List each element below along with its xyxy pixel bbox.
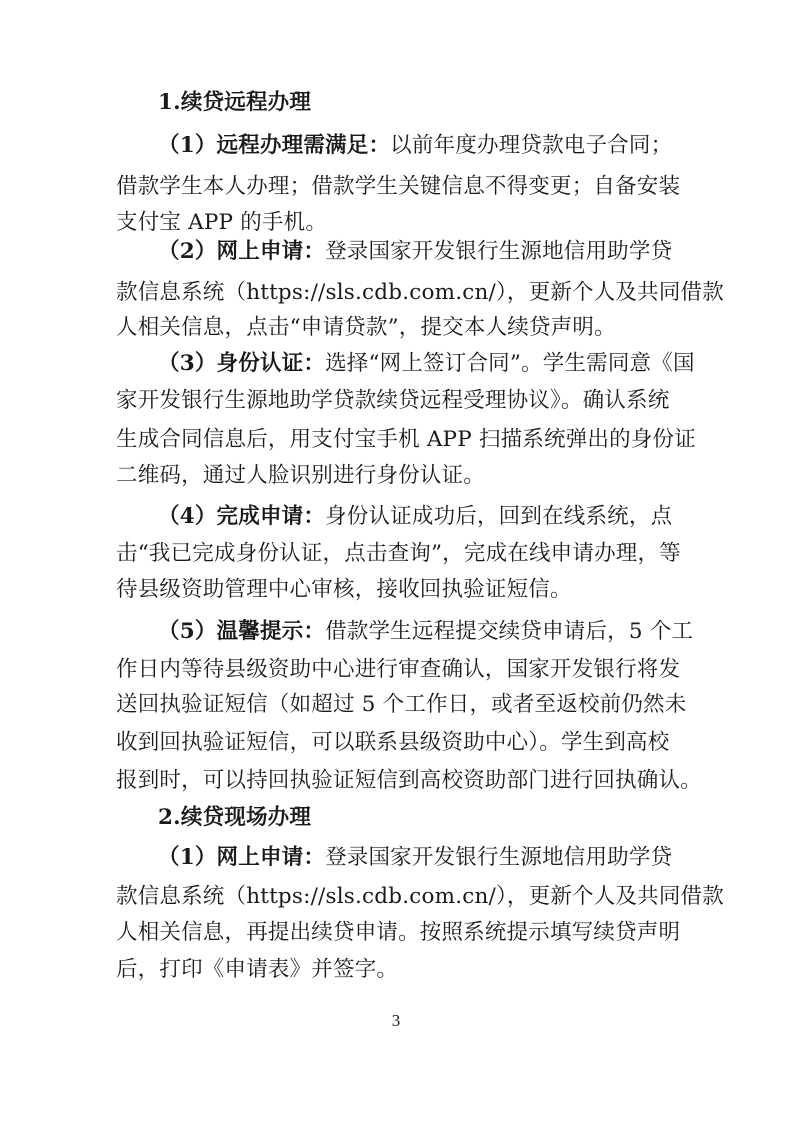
s1-p1-line3: 支付宝 APP 的手机。 — [116, 210, 328, 235]
s1-p2-label: （2）网上申请： — [158, 239, 326, 264]
s1-p5-line3: 送回执验证短信（如超过 5 个工作日，或者至返校前仍然未 — [116, 692, 687, 717]
s1-p4-line2: 击“我已完成身份认证，点击查询”，完成在线申请办理，等 — [116, 541, 681, 566]
s1-p1-line2: 借款学生本人办理；借款学生关键信息不得变更；自备安装 — [116, 174, 681, 199]
s1-p1-line1: （1）远程办理需满足：以前年度办理贷款电子合同； — [158, 133, 673, 158]
section1-heading: 1.续贷远程办理 — [158, 90, 312, 115]
s1-p4-line3: 待县级资助管理中心审核，接收回执验证短信。 — [116, 577, 572, 602]
s1-p4-line1: （4）完成申请：身份认证成功后，回到在线系统，点 — [158, 504, 673, 529]
s1-p3-line2: 家开发银行生源地助学贷款续贷远程受理协议》。确认系统 — [116, 388, 670, 413]
s2-p1-line1: （1）网上申请：登录国家开发银行生源地信用助学贷 — [158, 845, 673, 870]
page-number: 3 — [391, 1011, 401, 1030]
s1-p3-label: （3）身份认证： — [158, 351, 326, 376]
s1-p2-line2: 款信息系统（https://sls.cdb.com.cn/），更新个人及共同借款 — [116, 280, 724, 305]
s1-p3-line3: 生成合同信息后，用支付宝手机 APP 扫描系统弹出的身份证 — [116, 427, 696, 452]
s1-p5-label: （5）温馨提示： — [158, 619, 326, 644]
s1-p4-label: （4）完成申请： — [158, 504, 326, 529]
s2-p1-line4: 后，打印《申请表》并签字。 — [116, 957, 399, 982]
s1-p2-line1: （2）网上申请：登录国家开发银行生源地信用助学贷 — [158, 239, 673, 264]
section2-heading: 2.续贷现场办理 — [158, 805, 312, 830]
s1-p5-line2: 作日内等待县级资助中心进行审查确认，国家开发银行将发 — [116, 657, 681, 682]
s2-p1-line2: 款信息系统（https://sls.cdb.com.cn/），更新个人及共同借款 — [116, 884, 724, 909]
s1-p5-line4: 收到回执验证短信，可以联系县级资助中心）。学生到高校 — [116, 730, 670, 755]
s1-p3-line1: （3）身份认证：选择“网上签订合同”。学生需同意《国 — [158, 351, 695, 376]
s2-p1-line3: 人相关信息，再提出续贷申请。按照系统提示填写续贷声明 — [116, 920, 681, 945]
s1-p2-line3: 人相关信息，点击“申请贷款”，提交本人续贷声明。 — [116, 315, 616, 340]
s1-p1-label: （1）远程办理需满足： — [158, 133, 391, 158]
s2-p1-label: （1）网上申请： — [158, 845, 326, 870]
s1-p3-line4: 二维码，通过人脸识别进行身份认证。 — [116, 463, 485, 488]
s1-p5-line1: （5）温馨提示：借款学生远程提交续贷申请后，5 个工 — [158, 619, 694, 644]
s1-p5-line5: 报到时，可以持回执验证短信到高校资助部门进行回执确认。 — [116, 768, 702, 793]
